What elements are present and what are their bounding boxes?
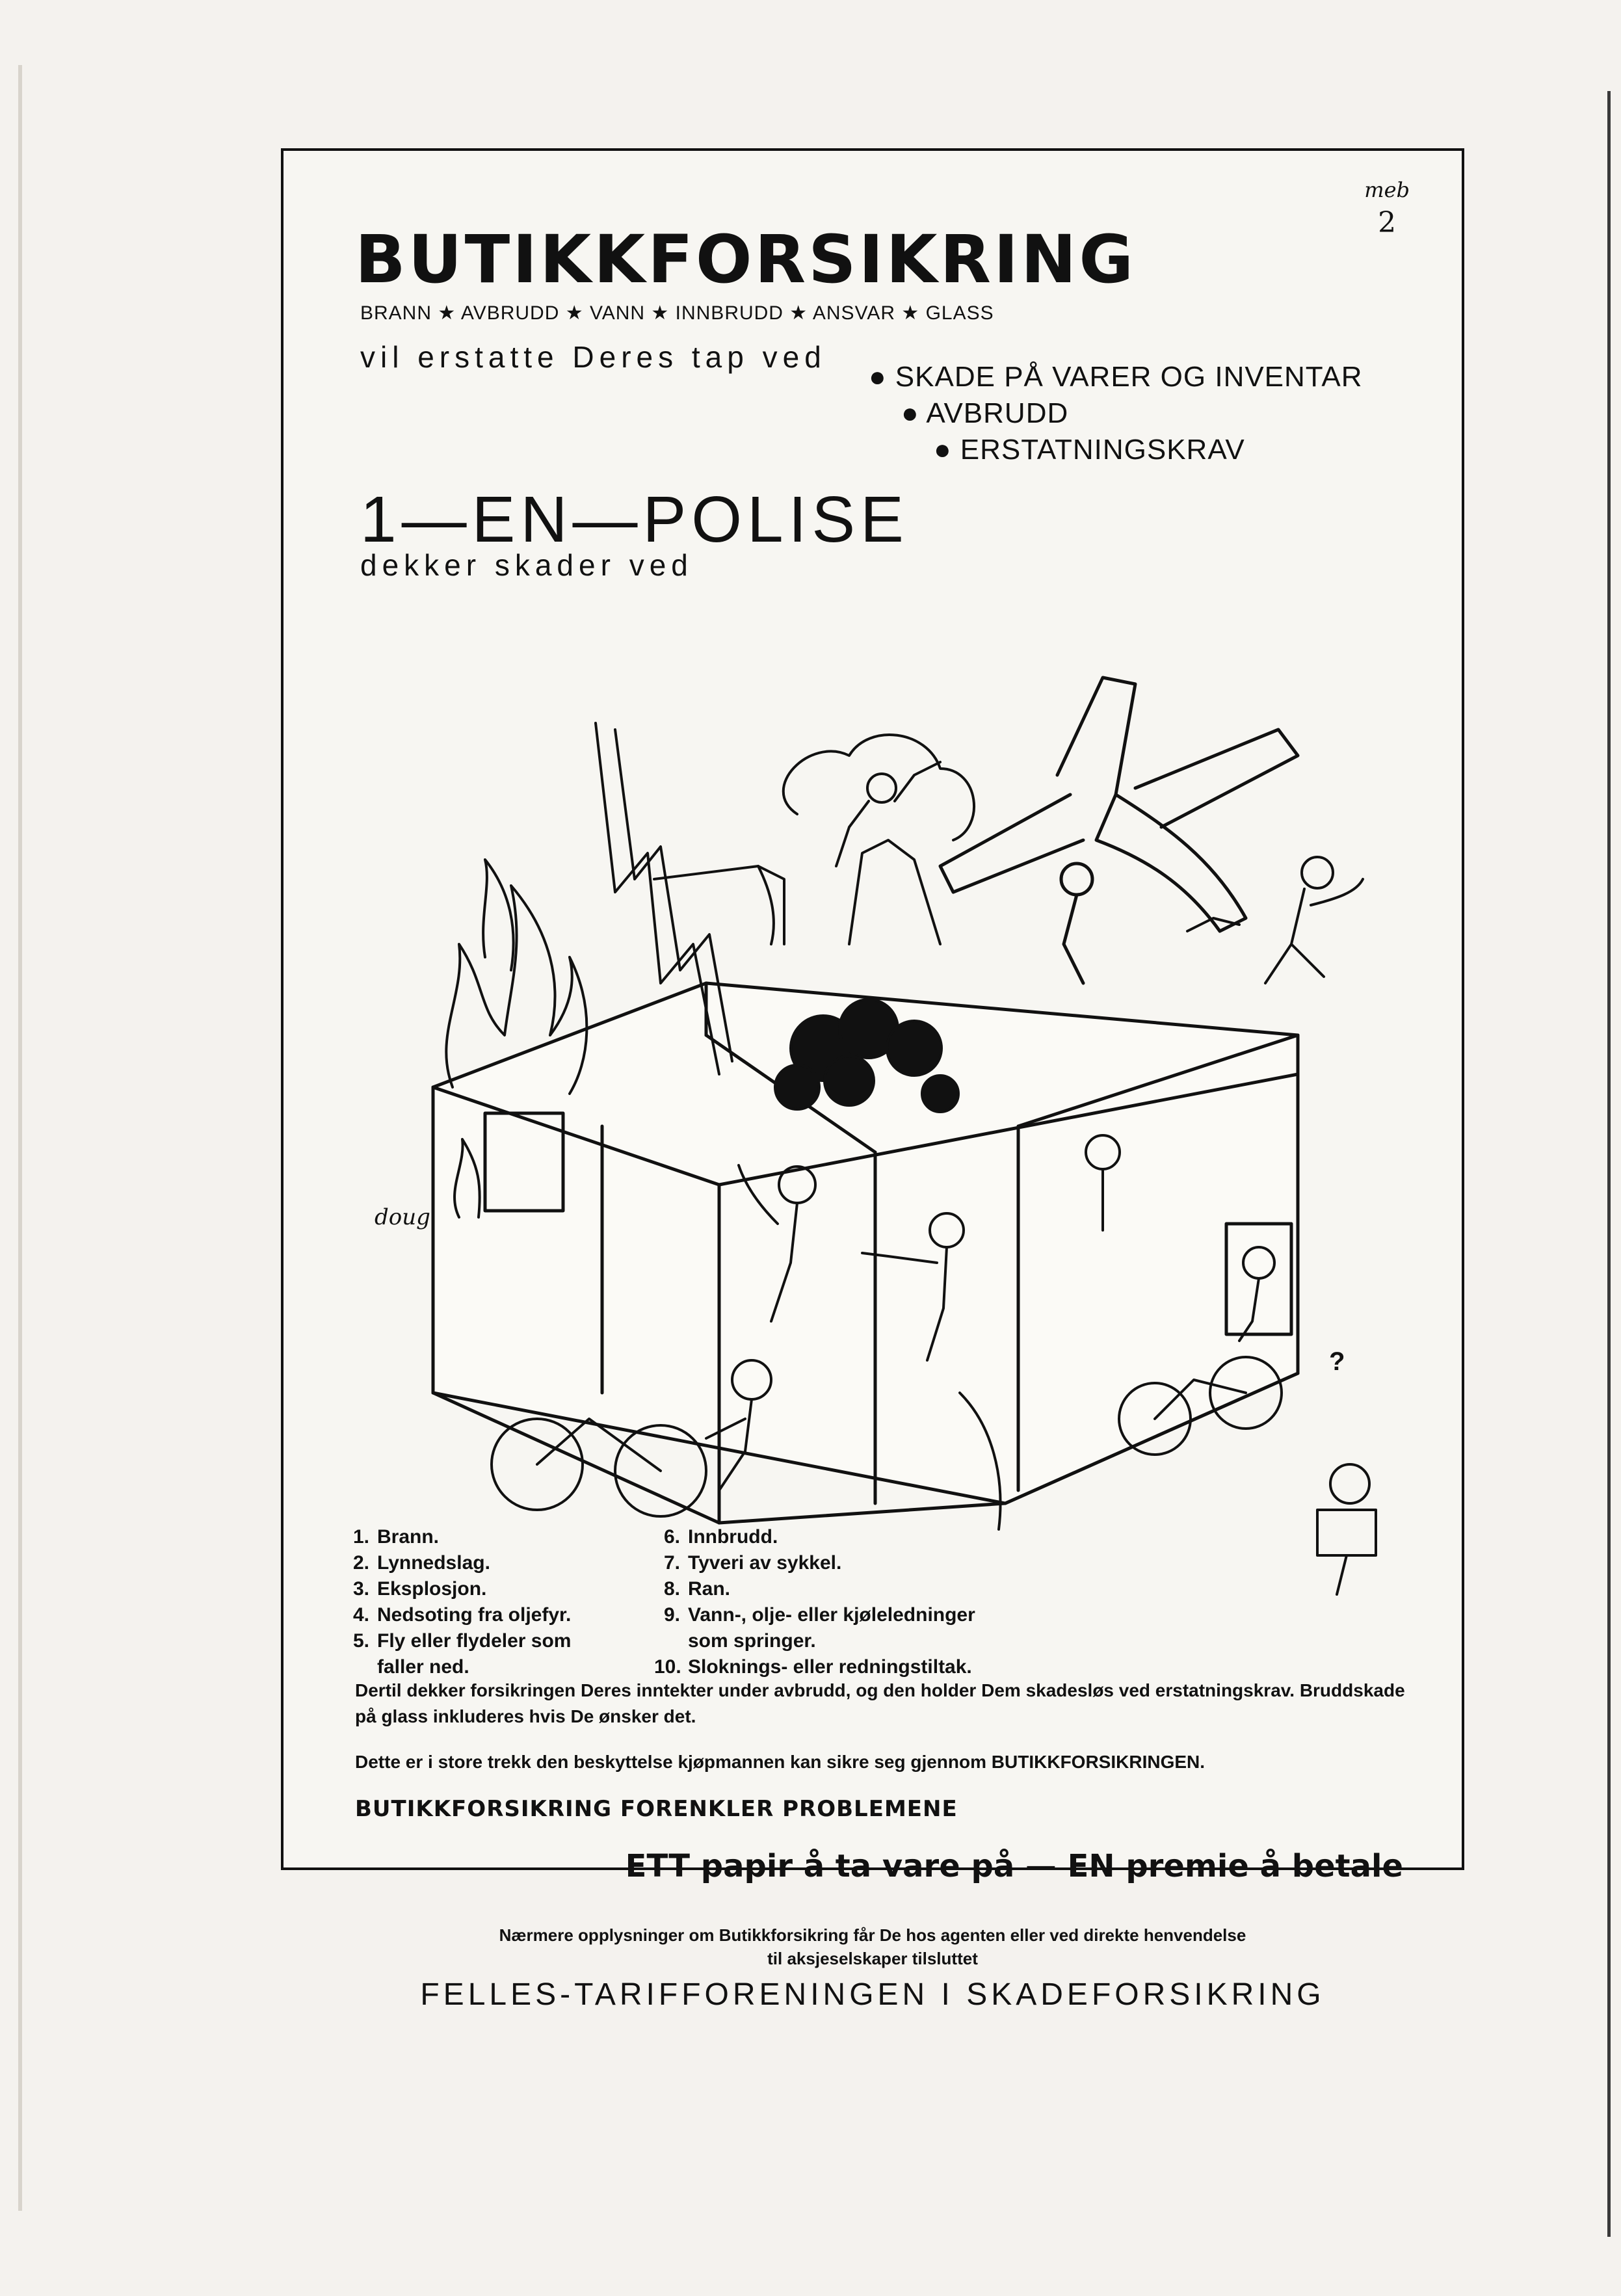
contact-info	[283, 1923, 1462, 1970]
bullet-item: ● ERSTATNINGSKRAV	[934, 434, 1245, 466]
list-item: 4. Nedsoting fra oljefyr.	[352, 1604, 572, 1626]
page-mark	[1364, 177, 1410, 241]
list-item: 7. Tyveri av sykkel.	[663, 1552, 842, 1574]
hazard-list-left	[343, 1524, 616, 1680]
illustrator-signature: doug	[375, 1204, 430, 1230]
ad-title: BUTIKKFORSIKRING	[355, 221, 1137, 298]
list-item: 2. Lynnedslag.	[352, 1552, 490, 1574]
policy-heading: 1—EN—POLISE	[360, 483, 909, 556]
list-item: 8. Ran.	[663, 1578, 731, 1600]
bullet-item: ● SKADE PÅ VARER OG INVENTAR	[869, 361, 1363, 393]
page-edge-left	[18, 65, 22, 2211]
lead-text: vil erstatte Deres tap ved	[360, 340, 826, 374]
covers-text: dekker skader ved	[360, 548, 693, 582]
hazard-list-right	[654, 1524, 1018, 1680]
list-item: 10. Sloknings- eller redningstiltak.	[654, 1656, 972, 1678]
shop-cutaway-illustration	[355, 580, 1408, 1601]
coverage-bullets	[869, 359, 1363, 468]
slogan: BUTIKKFORSIKRING FORENKLER PROBLEMENE	[355, 1796, 958, 1822]
contact-line: Nærmere opplysninger om Butikkforsikring får De hos agenten eller ved direkte henvendelse	[499, 1925, 1246, 1945]
list-item: 9. Vann-, olje- eller kjøleledninger som springer.	[663, 1604, 975, 1652]
page-edge-right	[1607, 91, 1611, 2237]
page-signature: meb	[1364, 178, 1410, 202]
protection-paragraph: Dette er i store trekk den beskyttelse kjøpmannen kan sikre seg gjennom BUTIKKFORSIKRINGEN.	[355, 1752, 1206, 1772]
list-item: 5. Fly eller flydeler som faller ned.	[352, 1630, 572, 1678]
advertisement-frame	[281, 148, 1464, 2012]
merchant-with-cash-register-icon	[1317, 1464, 1376, 1594]
list-item: 6. Innbrudd.	[663, 1526, 778, 1548]
list-item: 3. Eksplosjon.	[352, 1578, 487, 1600]
page-number: 2	[1378, 205, 1397, 239]
question-mark: ?	[1329, 1347, 1345, 1376]
bullet-item: ● AVBRUDD	[901, 397, 1069, 429]
tagline: ETT papir å ta vare på — EN premie å betale	[625, 1848, 1403, 1884]
list-item: 1. Brann.	[352, 1526, 440, 1548]
contact-line: til aksjeselskaper tilsluttet	[767, 1949, 978, 1968]
coverage-paragraph: Dertil dekker forsikringen Deres inntekter under avbrudd, og den holder Dem skadesløs ved erstatningskrav. Bruddskade på glass inkluderes hvis De ønsker det.	[355, 1680, 1405, 1726]
ad-subtitle: BRANN ★ AVBRUDD ★ VANN ★ INNBRUDD ★ ANSVAR ★ GLASS	[360, 302, 994, 324]
organization-name: FELLES-TARIFFORENINGEN I SKADEFORSIKRING	[420, 1977, 1325, 2012]
thief-running-icon	[1187, 857, 1363, 983]
airplane-icon	[940, 678, 1298, 983]
explosion-icon	[784, 735, 974, 944]
